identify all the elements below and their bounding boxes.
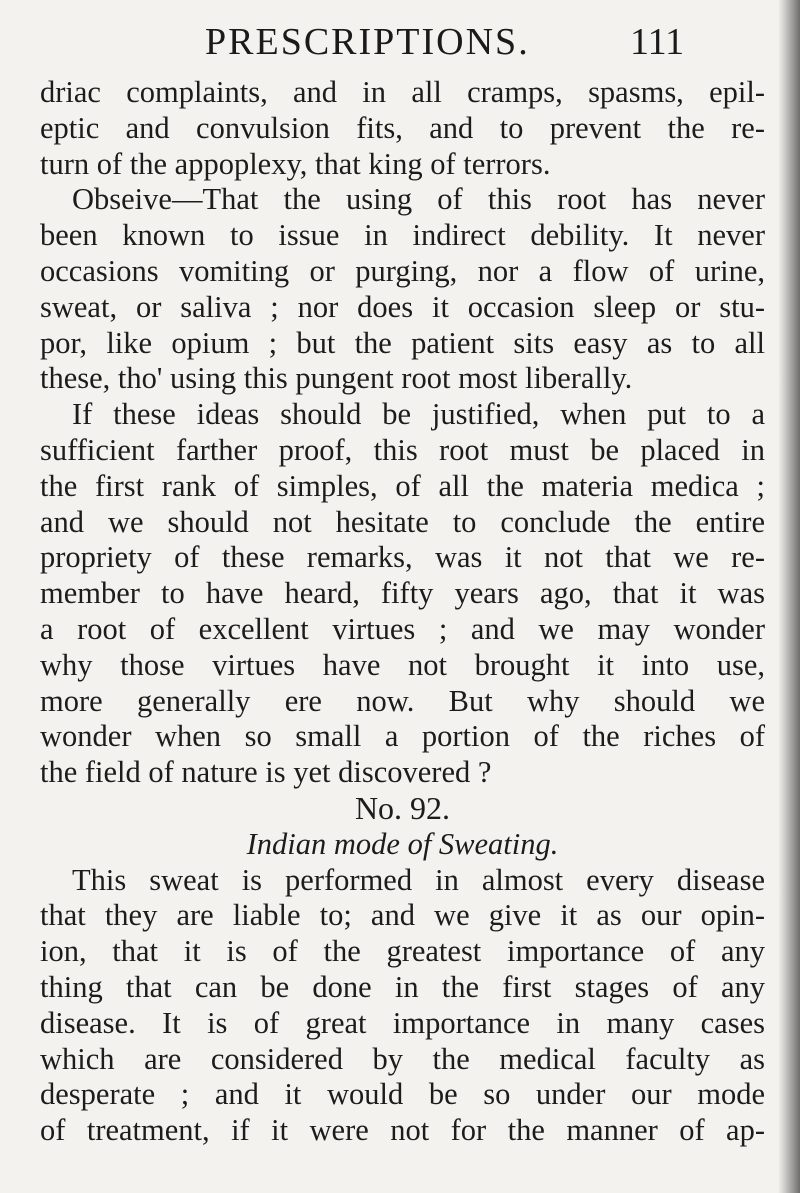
text-line: desperate ; and it would be so under our mode <box>40 1077 765 1112</box>
text-line: member to have heard, fifty years ago, that it was <box>40 576 765 611</box>
binding-shadow <box>778 0 800 1193</box>
text-line: Obseive—That the using of this root has never <box>72 182 765 217</box>
text-line: driac complaints, and in all cramps, spasms, epil- <box>40 75 765 109</box>
text-line: This sweat is performed in almost every disease <box>72 862 765 897</box>
text-line: thing that can be done in the first stages of any <box>40 969 765 1004</box>
text-line: wonder when so small a portion of the riches of <box>40 719 765 754</box>
text-line: If these ideas should be justified, when put to a <box>72 397 765 432</box>
running-title: PRESCRIPTIONS. <box>205 21 530 63</box>
text-line: sweat, or saliva ; nor does it occasion sleep or stu- <box>40 289 765 324</box>
text-line: propriety of these remarks, was it not that we re- <box>40 540 765 575</box>
paragraph-observe <box>40 182 765 397</box>
text-line: eptic and convulsion fits, and to prevent the re- <box>40 110 765 145</box>
text-line: turn of the appoplexy, that king of terrors. <box>40 146 551 181</box>
body-text <box>40 75 765 1149</box>
text-line: that they are liable to; and we give it as our opin- <box>40 898 765 933</box>
section-title: Indian mode of Sweating. <box>246 826 559 861</box>
paragraph-sweat <box>40 863 765 1149</box>
text-line: disease. It is of great importance in many cases <box>40 1005 765 1040</box>
text-line: a root of excellent virtues ; and we may wonder <box>40 611 765 646</box>
page-header <box>0 8 800 66</box>
section-number: No. 92. <box>354 789 451 826</box>
text-line: which are considered by the medical faculty as <box>40 1041 765 1076</box>
paragraph-continuation <box>40 75 765 182</box>
text-line: occasions vomiting or purging, nor a flow of urine, <box>40 253 765 288</box>
text-line: these, tho' using this pungent root most liberally. <box>40 361 633 396</box>
text-line: been known to issue in indirect debility. It never <box>40 218 765 253</box>
text-line: of treatment, if it were not for the manner of ap- <box>40 1113 765 1148</box>
text-line: and we should not hesitate to conclude the entire <box>40 504 765 539</box>
text-line: sufficient farther proof, this root must be placed in <box>40 432 765 467</box>
text-line: ion, that it is of the greatest importance of any <box>40 934 765 969</box>
paragraph-ideas <box>40 397 765 791</box>
text-line: the first rank of simples, of all the materia medica ; <box>40 468 765 503</box>
text-line: more generally ere now. But why should we <box>40 683 765 718</box>
text-line: the field of nature is yet discovered ? <box>40 755 492 790</box>
page-number: 111 <box>630 21 685 63</box>
text-line: why those virtues have not brought it into use, <box>40 647 765 682</box>
text-line: por, like opium ; but the patient sits easy as to all <box>40 325 765 360</box>
